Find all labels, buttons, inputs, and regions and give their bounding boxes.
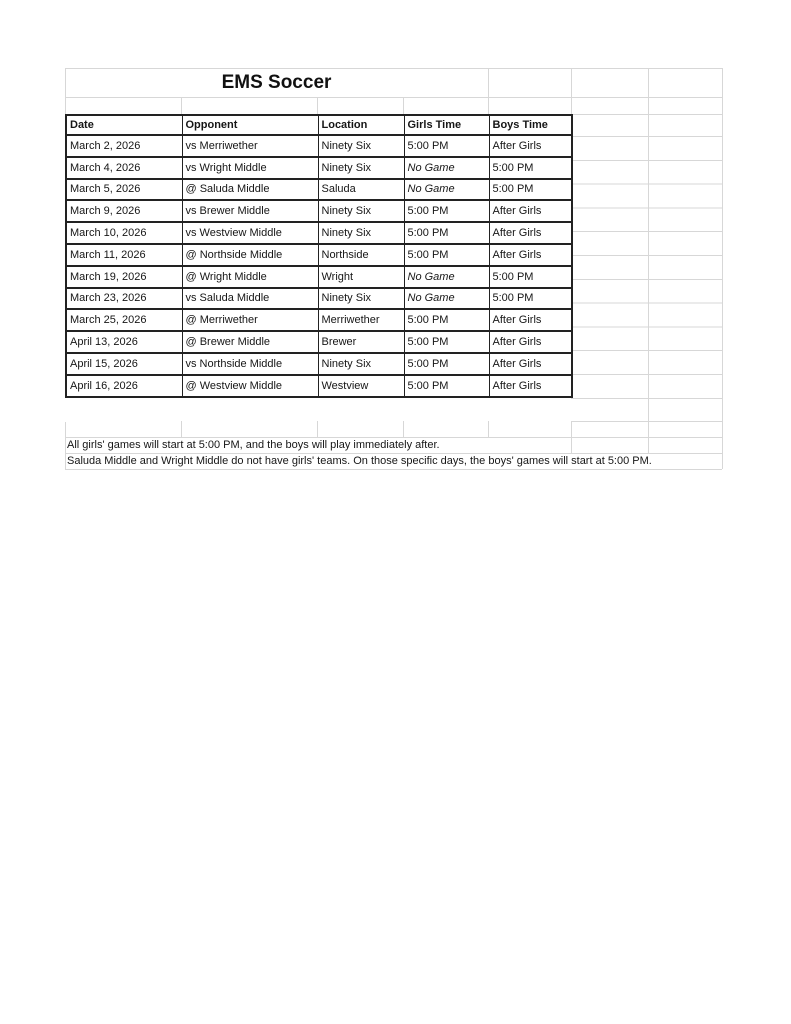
- cell-opponent: vs Northside Middle: [182, 353, 318, 375]
- cell-boys-time: 5:00 PM: [489, 266, 572, 288]
- note-girls-start-time: All girls' games will start at 5:00 PM, and the boys will play immediately after.: [67, 439, 440, 451]
- cell-date: March 25, 2026: [66, 309, 182, 331]
- table-row: [66, 331, 572, 353]
- gridline: [571, 114, 722, 115]
- table-row: [66, 135, 572, 157]
- cell-date: April 16, 2026: [66, 375, 182, 397]
- cell-boys-time: After Girls: [489, 200, 572, 222]
- cell-opponent: vs Wright Middle: [182, 157, 318, 179]
- header-row: [66, 115, 572, 135]
- column-header-location: Location: [318, 115, 404, 135]
- gridline: [403, 421, 404, 437]
- gridline: [65, 469, 722, 470]
- cell-location: Ninety Six: [318, 200, 404, 222]
- cell-girls-time: 5:00 PM: [404, 222, 489, 244]
- cell-boys-time: After Girls: [489, 244, 572, 266]
- table-row: [66, 309, 572, 331]
- cell-date: March 9, 2026: [66, 200, 182, 222]
- cell-boys-time: After Girls: [489, 375, 572, 397]
- cell-boys-time: After Girls: [489, 309, 572, 331]
- cell-date: March 10, 2026: [66, 222, 182, 244]
- cell-opponent: @ Northside Middle: [182, 244, 318, 266]
- cell-location: Northside: [318, 244, 404, 266]
- cell-location: Ninety Six: [318, 135, 404, 157]
- cell-boys-time: After Girls: [489, 353, 572, 375]
- gridline: [181, 97, 182, 114]
- gridline: [403, 97, 404, 114]
- cell-opponent: vs Brewer Middle: [182, 200, 318, 222]
- cell-girls-time: 5:00 PM: [404, 331, 489, 353]
- table-row: [66, 222, 572, 244]
- cell-location: Westview: [318, 375, 404, 397]
- gridline: [181, 421, 182, 437]
- gridline: [648, 68, 649, 453]
- gridline: [317, 421, 318, 437]
- cell-boys-time: 5:00 PM: [489, 157, 572, 179]
- gridline: [722, 68, 723, 469]
- column-header-opponent: Opponent: [182, 115, 318, 135]
- cell-boys-time: 5:00 PM: [489, 288, 572, 310]
- cell-date: March 11, 2026: [66, 244, 182, 266]
- gridline: [65, 422, 66, 469]
- gridline: [571, 421, 572, 453]
- schedule-header: [66, 115, 572, 135]
- cell-girls-time: 5:00 PM: [404, 135, 489, 157]
- table-row: [66, 179, 572, 201]
- cell-date: March 4, 2026: [66, 157, 182, 179]
- cell-girls-time: 5:00 PM: [404, 244, 489, 266]
- gridline: [488, 421, 489, 437]
- table-row: [66, 375, 572, 397]
- cell-date: March 19, 2026: [66, 266, 182, 288]
- cell-opponent: @ Merriwether: [182, 309, 318, 331]
- cell-girls-time: No Game: [404, 288, 489, 310]
- cell-location: Ninety Six: [318, 222, 404, 244]
- cell-location: Brewer: [318, 331, 404, 353]
- cell-opponent: @ Wright Middle: [182, 266, 318, 288]
- cell-girls-time: 5:00 PM: [404, 375, 489, 397]
- cell-location: Ninety Six: [318, 353, 404, 375]
- table-row: [66, 244, 572, 266]
- table-row: [66, 288, 572, 310]
- cell-date: March 2, 2026: [66, 135, 182, 157]
- table-row: [66, 200, 572, 222]
- cell-opponent: vs Saluda Middle: [182, 288, 318, 310]
- cell-boys-time: After Girls: [489, 135, 572, 157]
- cell-opponent: vs Merriwether: [182, 135, 318, 157]
- gridline: [571, 68, 572, 114]
- schedule-table: [65, 114, 573, 398]
- cell-date: April 13, 2026: [66, 331, 182, 353]
- gridline: [571, 136, 722, 422]
- cell-date: March 5, 2026: [66, 179, 182, 201]
- sheet-title: EMS Soccer: [221, 72, 332, 93]
- cell-location: Merriwether: [318, 309, 404, 331]
- cell-location: Wright: [318, 266, 404, 288]
- table-row: [66, 266, 572, 288]
- cell-boys-time: After Girls: [489, 222, 572, 244]
- gridline: [488, 68, 489, 114]
- cell-girls-time: 5:00 PM: [404, 200, 489, 222]
- cell-girls-time: 5:00 PM: [404, 309, 489, 331]
- cell-opponent: @ Brewer Middle: [182, 331, 318, 353]
- cell-opponent: vs Westview Middle: [182, 222, 318, 244]
- cell-boys-time: After Girls: [489, 331, 572, 353]
- cell-date: April 15, 2026: [66, 353, 182, 375]
- column-header-girls-time: Girls Time: [404, 115, 489, 135]
- cell-opponent: @ Saluda Middle: [182, 179, 318, 201]
- note-no-girls-teams: Saluda Middle and Wright Middle do not have girls' teams. On those specific days, the boys' games will start at 5:00 PM.: [67, 455, 652, 467]
- cell-location: Saluda: [318, 179, 404, 201]
- cell-opponent: @ Westview Middle: [182, 375, 318, 397]
- schedule-body: [66, 135, 572, 397]
- gridline: [317, 97, 318, 114]
- cell-location: Ninety Six: [318, 288, 404, 310]
- cell-location: Ninety Six: [318, 157, 404, 179]
- column-header-boys-time: Boys Time: [489, 115, 572, 135]
- cell-girls-time: No Game: [404, 179, 489, 201]
- column-header-date: Date: [66, 115, 182, 135]
- cell-boys-time: 5:00 PM: [489, 179, 572, 201]
- cell-date: March 23, 2026: [66, 288, 182, 310]
- table-row: [66, 157, 572, 179]
- gridline: [65, 97, 722, 98]
- cell-girls-time: No Game: [404, 266, 489, 288]
- cell-girls-time: No Game: [404, 157, 489, 179]
- table-row: [66, 353, 572, 375]
- cell-girls-time: 5:00 PM: [404, 353, 489, 375]
